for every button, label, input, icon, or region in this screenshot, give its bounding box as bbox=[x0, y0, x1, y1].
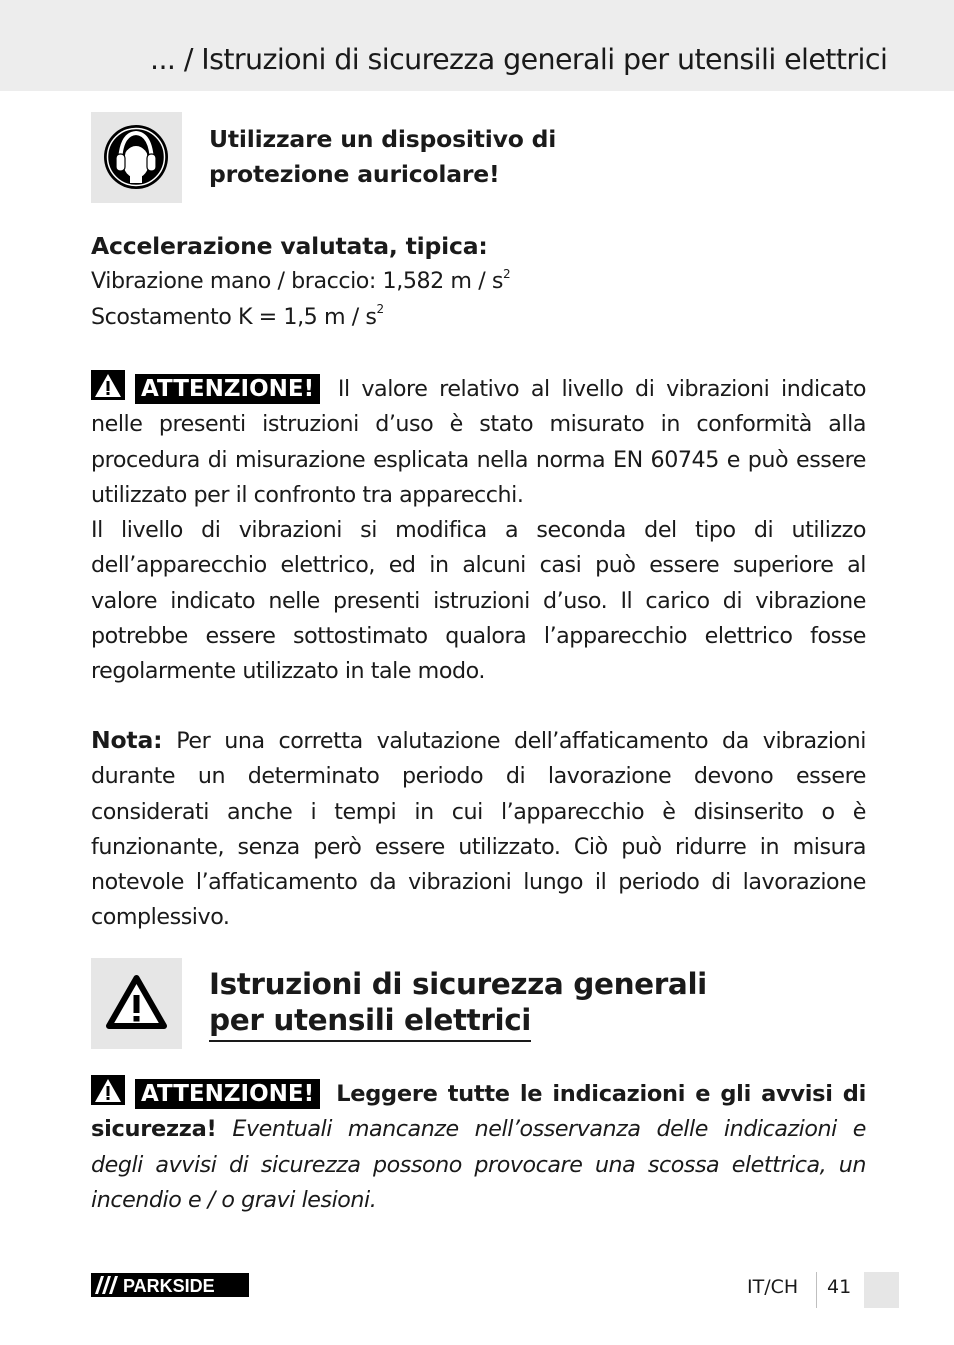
ear-protection-text bbox=[209, 122, 629, 192]
attention-badge: ATTENZIONE! bbox=[135, 374, 320, 404]
vibration-value bbox=[91, 264, 866, 299]
brand-text: PARKSIDE bbox=[123, 1276, 215, 1296]
page-number: 41 bbox=[827, 1276, 852, 1298]
ear-protection-icon-box bbox=[91, 112, 182, 203]
vibration-label: Vibrazione mano / braccio: 1,582 m / s bbox=[91, 268, 503, 295]
vibration-warning-text-1: Il valore relativo al livello di vibrazioni indicato nelle presenti istruzioni d’uso è stato misurato in conformità alla procedura di misurazione esplicata nella norma EN 60745 e può essere utilizzato per il confronto tra apparecchi. bbox=[91, 376, 866, 508]
warning-triangle-icon bbox=[91, 958, 182, 1049]
warning-triangle-icon bbox=[91, 370, 125, 400]
vibration-exponent: 2 bbox=[502, 266, 511, 281]
ear-protection-text-line1: Utilizzare un dispositivo di bbox=[209, 125, 557, 153]
attention-badge: ATTENZIONE! bbox=[135, 1079, 320, 1109]
section-title-line2: per utensili elettrici bbox=[209, 1002, 531, 1042]
safety-warning-italic: Eventuali mancanze nell’osservanza delle indicazioni e degli avvisi di sicurezza possono provocare una scossa elettrica, un incendio e / o gravi lesioni. bbox=[91, 1116, 866, 1213]
parkside-logo bbox=[91, 1273, 249, 1301]
warning-triangle-icon bbox=[91, 1075, 125, 1105]
section-title bbox=[209, 966, 707, 1042]
deviation-value bbox=[91, 300, 866, 335]
note-block bbox=[91, 723, 866, 936]
header-title: ... / Istruzioni di sicurezza generali per utensili elettrici bbox=[150, 43, 888, 76]
ear-protection-icon bbox=[91, 112, 182, 203]
note-text: Per una corretta valutazione dell’affaticamento da vibrazioni durante un determinato periodo di lavorazione devono essere considerati anche i tempi in cui l’apparecchio è disinserito o è funzionante, senza però essere utilizzato. Ciò può ridurre in misura notevole l’affaticamento da vibrazioni lungo il periodo di lavorazione complessivo. bbox=[91, 728, 866, 931]
note-label: Nota: bbox=[91, 726, 163, 754]
vibration-warning-paragraph-2: Il livello di vibrazioni si modifica a seconda del tipo di utilizzo dell’apparecchio elettrico, ed in alcuni casi può essere superiore al valore indicato nelle presenti istruzioni d’uso. Il carico di vibrazione potrebbe essere sottostimato qualora l’apparecchio elettrico fosse regolarmente utilizzato in tale modo. bbox=[91, 517, 866, 685]
safety-warning-bold: Leggere tutte le indicazioni e gli avvisi di sicurezza! bbox=[91, 1081, 866, 1143]
vibration-warning bbox=[91, 370, 866, 690]
safety-warning bbox=[91, 1075, 866, 1218]
section-title-line1: Istruzioni di sicurezza generali bbox=[209, 967, 707, 1001]
page-header bbox=[0, 0, 954, 91]
ear-protection-text-line2: protezione auricolare! bbox=[209, 160, 500, 188]
section-icon-box bbox=[91, 958, 182, 1049]
footer-tab-marker bbox=[864, 1272, 899, 1308]
deviation-label: Scostamento K = 1,5 m / s bbox=[91, 303, 377, 330]
footer-divider bbox=[816, 1272, 817, 1308]
acceleration-heading: Accelerazione valutata, tipica: bbox=[91, 232, 488, 260]
footer-language: IT/CH bbox=[747, 1276, 799, 1298]
vibration-warning-paragraph-1 bbox=[91, 370, 866, 513]
acceleration-block bbox=[91, 229, 866, 335]
deviation-exponent: 2 bbox=[376, 302, 384, 317]
